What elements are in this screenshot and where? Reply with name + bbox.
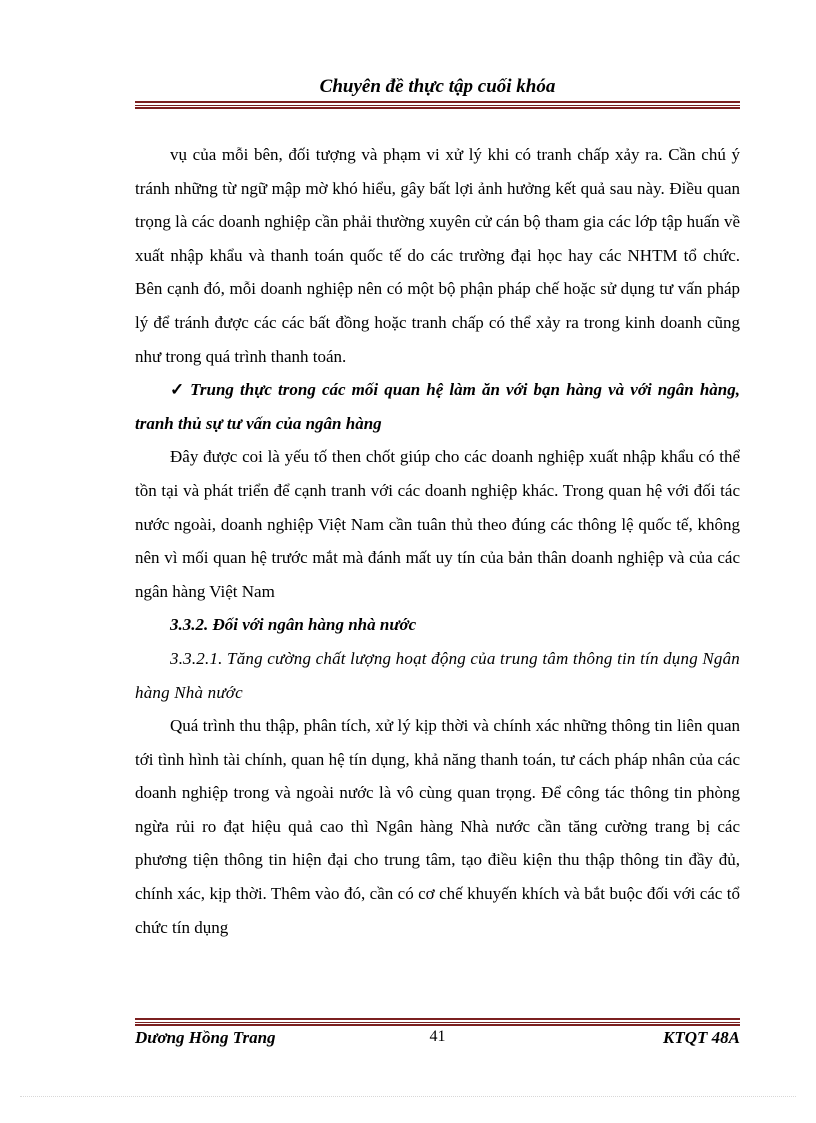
- heading-honesty: [135, 373, 740, 440]
- footer-class-code: KTQT 48A: [663, 1028, 740, 1047]
- page-edge-divider: [20, 1096, 796, 1097]
- paragraph-contract-terms: vụ của mỗi bên, đối tượng và phạm vi xử lý khi có tranh chấp xảy ra. Cần chú ý tránh những từ ngữ mập mờ khó hiểu, gây bất lợi ảnh hưởng kết quả sau này. Điều quan trọng là các doanh nghiệp cần phải thường xuyên cử cán bộ tham gia các lớp tập huấn về xuất nhập khẩu và thanh toán quốc tế do các trường đại học hay các NHTM tổ chức. Bên cạnh đó, mỗi doanh nghiệp nên có một bộ phận pháp chế hoặc sử dụng tư vấn pháp lý để tránh được các các bất đồng hoặc tranh chấp có thể xảy ra trong kinh doanh cũng như trong quá trình thanh toán.: [135, 145, 740, 366]
- header-rule-top: [135, 101, 740, 103]
- footer-rule-middle: [135, 1022, 740, 1023]
- header-rule-bottom: [135, 107, 740, 109]
- checkmark-icon: ✓: [170, 380, 187, 400]
- document-body: [135, 138, 740, 944]
- heading-honesty-text: Trung thực trong các mối quan hệ làm ăn với bạn hàng và với ngân hàng, tranh thủ sự tư vấn của ngân hàng: [135, 380, 740, 433]
- subsection-heading-credit-info: 3.3.2.1. Tăng cường chất lượng hoạt động của trung tâm thông tin tín dụng Ngân hàng Nhà nước: [135, 648, 740, 702]
- section-heading-state-bank: 3.3.2. Đối với ngân hàng nhà nước: [170, 615, 417, 635]
- page-header-title: Chuyên đề thực tập cuối khóa: [319, 76, 556, 97]
- footer-rule-top: [135, 1018, 740, 1020]
- header-rule-middle: [135, 105, 740, 106]
- footer-rule-bottom: [135, 1024, 740, 1026]
- paragraph-key-factor: Đây được coi là yếu tố then chốt giúp cho các doanh nghiệp xuất nhập khẩu có thể tồn tại và phát triển để cạnh tranh với các doanh nghiệp khác. Trong quan hệ với đối tác nước ngoài, doanh nghiệp Việt Nam cần tuân thủ theo đúng các thông lệ quốc tế, không nên vì mối quan hệ trước mắt mà đánh mất uy tín của bản thân doanh nghiệp và của các ngân hàng Việt Nam: [135, 447, 740, 601]
- paragraph-info-process: Quá trình thu thập, phân tích, xử lý kịp thời và chính xác những thông tin liên quan tới tình hình tài chính, quan hệ tín dụng, khả năng thanh toán, tư cách pháp nhân của các doanh nghiệp trong và ngoài nước là vô cùng quan trọng. Để công tác thông tin phòng ngừa rủi ro đạt hiệu quả cao thì Ngân hàng Nhà nước cần tăng cường trang bị các phương tiện thông tin hiện đại cho trung tâm, tạo điều kiện thu thập thông tin đầy đủ, chính xác, kịp thời. Thêm vào đó, cần có cơ chế khuyến khích và bắt buộc đối với các tổ chức tín dụng: [135, 716, 740, 937]
- page-footer: [135, 1028, 740, 1050]
- footer-page-number: 41: [429, 1028, 446, 1045]
- footer-author: Dương Hồng Trang: [135, 1028, 276, 1047]
